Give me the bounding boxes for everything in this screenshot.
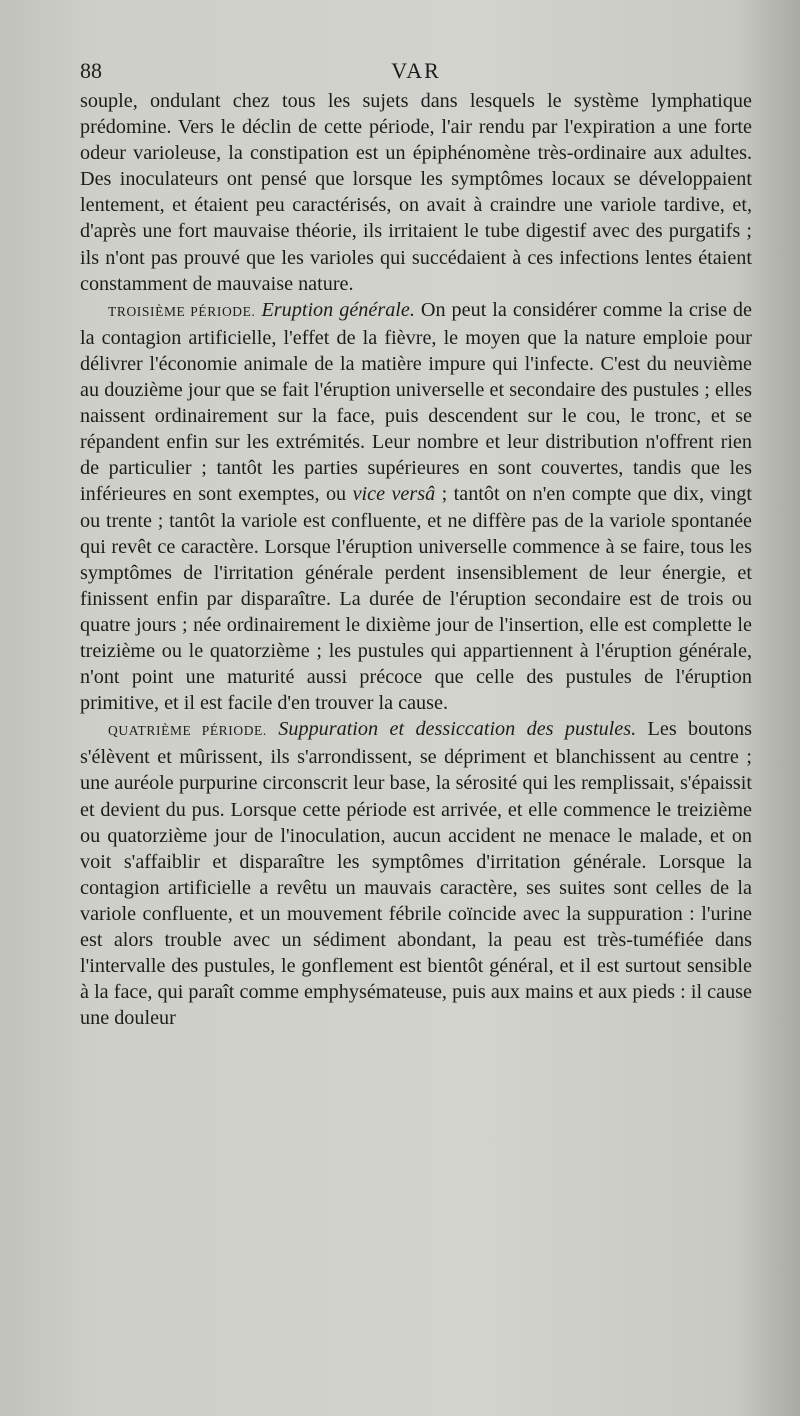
paragraph-continuation: souple, ondulant chez tous les sujets dans lesquels le système lymphatique prédomine. Vers le déclin de cette période, l'air rendu par l'expiration a une forte odeur varioleuse, la constipation est un épiphénomène très-ordinaire aux adultes. Des inoculateurs ont pensé que lorsque les symptômes locaux se développaient lentement, et étaient peu caractérisés, on avait à craindre une variole tardive, et, d'après une fort mauvaise théorie, ils irritaient le tube digestif avec des purgatifs ; ils n'ont pas prouvé que les varioles qui succédaient à ces infections lentes étaient constamment de mauvaise nature. <box>80 90 752 295</box>
paragraph-fourth-period <box>80 716 752 1031</box>
section-heading-eruption: Eruption générale. <box>261 298 415 321</box>
section-heading-suppuration: Suppuration et dessiccation des pustules. <box>278 718 637 741</box>
body-text <box>80 88 752 1031</box>
section-label-fourth-period: QUATRIÈME PÉRIODE. <box>108 723 267 739</box>
page-header <box>80 58 752 88</box>
running-title: VAR <box>391 58 441 83</box>
paragraph-text: ; tantôt on n'en compte que dix, vingt ou trente ; tantôt la variole est confluente, et ne diffère pas de la variole spontanée qui revêt ce caractère. Lorsque l'éruption universelle commence à se faire, tous les symptômes de l'irritation générale perdent insensiblement de leur énergie, et finissent enfin par disparaître. La durée de l'éruption secondaire est de trois ou quatre jours ; née ordinairement le dixième jour de l'insertion, elle est complette le treizième ou le quatorzième ; les pustules qui appartiennent à l'éruption générale, n'ont point une maturité aussi précoce que celle des pustules de l'éruption primitive, et il est facile d'en trouver la cause. <box>80 483 752 715</box>
section-label-third-period: TROISIÈME PÉRIODE. <box>108 303 256 319</box>
paragraph-text: Les boutons s'élèvent et mûrissent, ils s'arrondissent, se dépriment et blanchissent au centre ; une auréole purpurine circonscrit leur base, la sérosité qui les remplissait, s'épaissit et devient du pus. Lorsque cette période est arrivée, et elle commence le treizième ou quatorzième jour de l'inoculation, aucun accident ne menace le malade, et on voit s'affaiblir et disparaître les symptômes d'irritation générale. Lorsque la contagion artificielle a revêtu un mauvais caractère, ses suites sont celles de la variole confluente, et un mouvement fébrile coïncide avec la suppuration : l'urine est alors trouble avec un sédiment abondant, la peau est très-tuméfiée dans l'intervalle des pustules, le gonflement est bientôt général, et il est surtout sensible à la face, qui paraît comme emphysémateuse, puis aux mains et aux pieds : il cause une douleur <box>80 718 752 1030</box>
paragraph-third-period <box>80 297 752 717</box>
paragraph-text: On peut la considérer comme la crise de la contagion artificielle, l'effet de la fièvre, le moyen que la nature emploie pour délivrer l'économie animale de la matière impure qui l'infecte. C'est du neuvième au douzième jour que se fait l'éruption universelle et secondaire des pustules ; elles naissent ordinairement sur la face, puis descendent sur le cou, le tronc, et se répandent enfin sur les extrémités. Leur nombre et leur distribution n'offrent rien de particulier ; tantôt les parties supérieures en sont couvertes, tandis que les inférieures en sont exemptes, ou <box>80 298 752 506</box>
italic-phrase: vice versâ <box>352 483 436 506</box>
page-number: 88 <box>80 58 102 83</box>
